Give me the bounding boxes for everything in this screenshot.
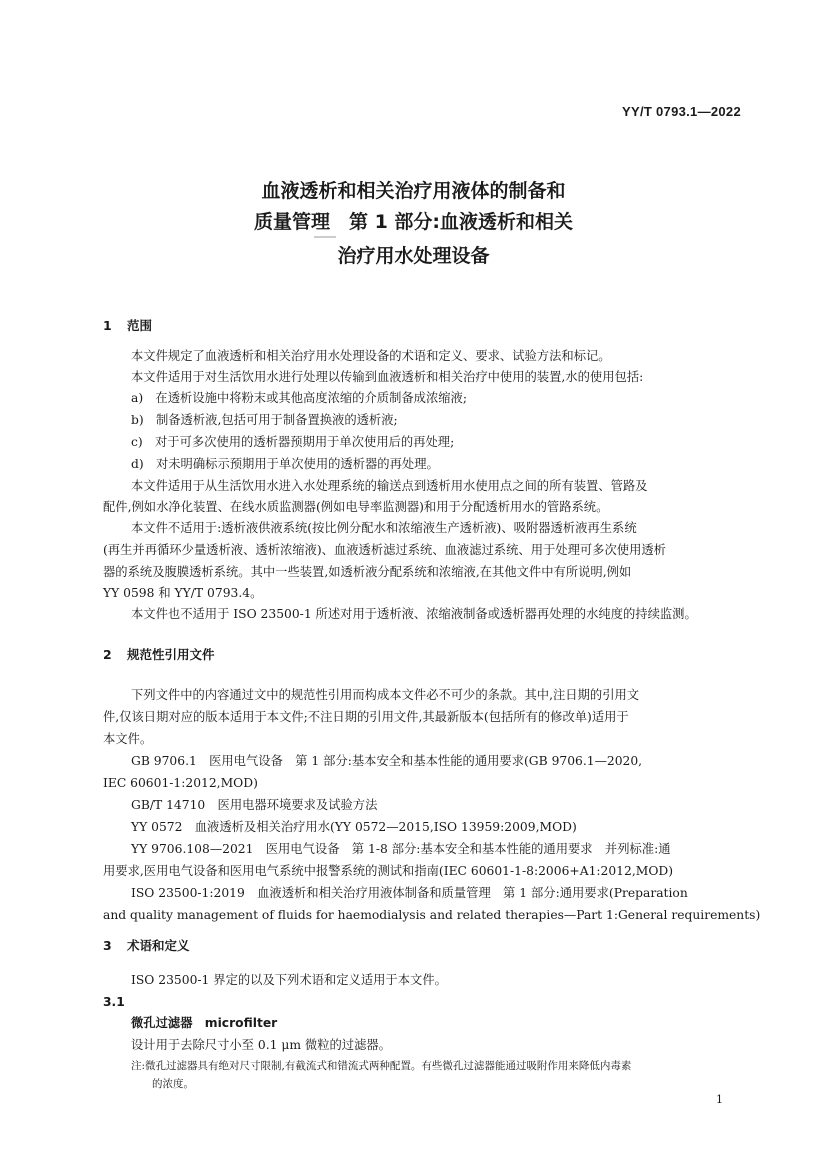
paragraph-line: 本文件规定了血液透析和相关治疗用水处理设备的术语和定义、要求、试验方法和标记。: [131, 349, 611, 363]
term-title: 微孔过滤器 microfilter: [131, 1016, 278, 1030]
reference-line: 用要求,医用电气设备和医用电气系统中报警系统的测试和指南(IEC 60601-1-8:2006+A1:2012,MOD): [103, 864, 674, 878]
reference-line: YY 0572 血液透析及相关治疗用水(YY 0572—2015,ISO 13959:2009,MOD): [131, 820, 577, 834]
section-number: 1: [103, 318, 112, 333]
paragraph-line: 器的系统及腹膜透析系统。其中一些装置,如透析液分配系统和浓缩液,在其他文件中有所说明,例如: [103, 565, 632, 579]
reference-line: IEC 60601-1:2012,MOD): [103, 776, 258, 790]
term-definition: 设计用于去除尺寸小至 0.1 μm 微粒的过滤器。: [131, 1038, 391, 1052]
section-number: 2: [103, 647, 112, 662]
note-line: 注:微孔过滤器具有绝对尺寸限制,有截流式和错流式两种配置。有些微孔过滤器能通过吸附作用来降低内毒素: [131, 1060, 632, 1072]
list-item: b) 制备透析液,包括可用于制备置换液的透析液;: [131, 413, 398, 427]
clause-number: 3.1: [103, 995, 125, 1009]
paragraph-line: YY 0598 和 YY/T 0793.4。: [103, 586, 263, 600]
paragraph-line: 本文件不适用于:透析液供液系统(按比例分配水和浓缩液生产透析液)、吸附器透析液再生系统: [131, 521, 637, 535]
list-item: a) 在透析设施中将粉末或其他高度浓缩的介质制备成浓缩液;: [131, 391, 467, 405]
paragraph-line: 本文件适用于对生活饮用水进行处理以传输到血液透析和相关治疗中使用的装置,水的使用包括:: [131, 370, 644, 384]
section-title: 规范性引用文件: [127, 647, 215, 662]
paragraph-line: 本文件也不适用于 ISO 23500-1 所述对用于透析液、浓缩液制备或透析器再处理的水纯度的持续监测。: [131, 607, 697, 621]
page-number: 1: [716, 1093, 723, 1106]
paragraph-line: (再生并再循环少量透析液、透析浓缩液)、血液透析滤过系统、血液滤过系统、用于处理可多次使用透析: [103, 543, 666, 557]
reference-line: and quality management of fluids for haemodialysis and related therapies—Part 1:General requirements): [103, 908, 761, 922]
standard-code: YY/T 0793.1—2022: [622, 104, 741, 119]
reference-line: ISO 23500-1:2019 血液透析和相关治疗用液体制备和质量管理 第 1 部分:通用要求(Preparation: [131, 886, 688, 900]
paragraph-line: ISO 23500-1 界定的以及下列术语和定义适用于本文件。: [131, 973, 447, 987]
section-3-heading: [103, 936, 190, 954]
list-item: d) 对未明确标示预期用于单次使用的透析器的再处理。: [131, 457, 439, 471]
section-title: 术语和定义: [127, 938, 190, 953]
paragraph-line: 件,仅该日期对应的版本适用于本文件;不注日期的引用文件,其最新版本(包括所有的修改单)适用于: [103, 710, 629, 724]
list-item: c) 对于可多次使用的透析器预期用于单次使用后的再处理;: [131, 435, 455, 449]
section-2-heading: [103, 645, 215, 663]
title-line-1: 血液透析和相关治疗用液体的制备和: [261, 180, 566, 202]
reference-line: YY 9706.108—2021 医用电气设备 第 1-8 部分:基本安全和基本性能的通用要求 并列标准:通: [131, 842, 671, 856]
note-line: 的浓度。: [152, 1078, 194, 1090]
reference-line: GB 9706.1 医用电气设备 第 1 部分:基本安全和基本性能的通用要求(GB 9706.1—2020,: [131, 754, 643, 768]
section-1-heading: [103, 316, 152, 334]
title-line-3: 治疗用水处理设备: [337, 245, 490, 267]
paragraph-line: 配件,例如水净化装置、在线水质监测器(例如电导率监测器)和用于分配透析用水的管路系统。: [103, 500, 609, 514]
section-number: 3: [103, 938, 112, 953]
paragraph-line: 本文件适用于从生活饮用水进入水处理系统的输送点到透析用水使用点之间的所有装置、管路及: [131, 479, 648, 493]
paragraph-line: 本文件。: [103, 732, 153, 746]
reference-line: GB/T 14710 医用电器环境要求及试验方法: [131, 798, 378, 812]
title-line-2: 质量管理 第 1 部分:血液透析和相关: [253, 211, 574, 233]
section-title: 范围: [127, 318, 153, 333]
paragraph-line: 下列文件中的内容通过文中的规范性引用而构成本文件必不可少的条款。其中,注日期的引用文: [131, 688, 640, 702]
scan-mark: [314, 236, 336, 238]
